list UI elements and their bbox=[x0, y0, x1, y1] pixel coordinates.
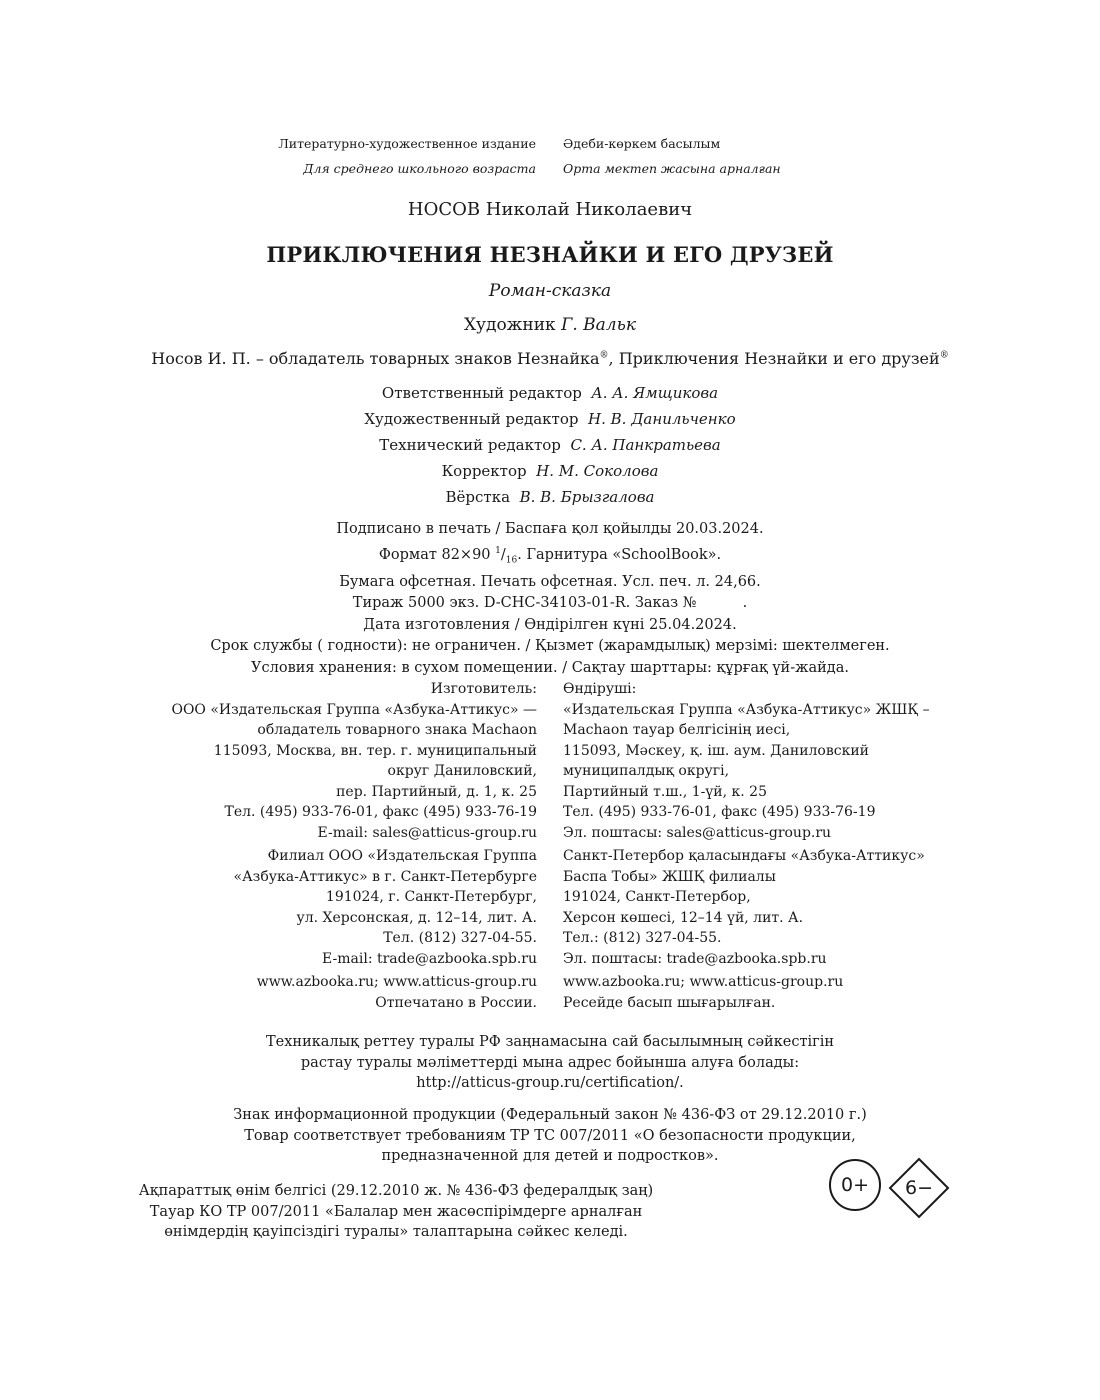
manufacturer-line: 115093, Москва, вн. тер. г. муниципальный bbox=[213, 742, 537, 759]
manufacturer-line: ООО «Издательская Группа «Азбука-Аттикус» — bbox=[171, 701, 537, 718]
law-line: предназначенной для детей и подростков». bbox=[381, 1148, 719, 1164]
printed-in: Отпечатано в России. bbox=[375, 994, 537, 1011]
format-denominator: 16 bbox=[505, 555, 518, 566]
branch-line: Тел. (812) 327-04-55. bbox=[383, 930, 537, 946]
artist-label: Художник bbox=[463, 315, 556, 335]
signed-date: Подписано в печать / Баспаға қол қойылды 20.03.2024. bbox=[336, 521, 764, 537]
header-right bbox=[563, 131, 923, 181]
law-line-kz: Ақпараттық өнім белгісі (29.12.2010 ж. № 436-ФЗ федералдық заң) bbox=[138, 1183, 654, 1199]
branch-line: 191024, г. Санкт-Петербург, bbox=[325, 889, 537, 905]
law-line: Знак информационной продукции (Федеральный закон № 436-ФЗ от 29.12.2010 г.) bbox=[233, 1107, 867, 1123]
branch-line: ул. Херсонская, д. 12–14, лит. А. bbox=[296, 909, 537, 926]
credit-row bbox=[0, 432, 1100, 458]
manufacturer-line-kz: Өндіруші: bbox=[563, 681, 637, 697]
manufacturer-line: Изготовитель: bbox=[430, 681, 537, 697]
manufacturer-line: округ Даниловский, bbox=[387, 763, 537, 779]
trademark-text-1: Носов И. П. – обладатель товарных знаков Незнайка bbox=[151, 349, 600, 368]
age-rating-diamond-badge bbox=[888, 1157, 950, 1219]
artist bbox=[0, 315, 1100, 335]
branch-line: E-mail: trade@azbooka.spb.ru bbox=[322, 950, 537, 967]
edition-type: Литературно-художественное издание bbox=[278, 136, 536, 151]
law-line-kz: өнімдердің қауіпсіздігі туралы» талаптарына сәйкес келеді. bbox=[164, 1224, 628, 1240]
book-title: ПРИКЛЮЧЕНИЯ НЕЗНАЙКИ И ЕГО ДРУЗЕЙ bbox=[266, 242, 834, 267]
manufacturer-line-kz: Тел. (495) 933-76-01, факс (495) 933-76-19 bbox=[563, 804, 876, 820]
credit-role: Ответственный редактор bbox=[381, 384, 582, 402]
age-group: Для среднего школьного возраста bbox=[303, 161, 536, 176]
genre: Роман-сказка bbox=[488, 281, 612, 301]
manufacturer-line-kz: «Издательская Группа «Азбука-Аттикус» ЖШҚ – bbox=[563, 701, 930, 718]
certification-url: http://atticus-group.ru/certification/. bbox=[416, 1075, 684, 1091]
website-links: www.azbooka.ru; www.atticus-group.ru bbox=[256, 974, 537, 990]
manufacturer-ru bbox=[140, 679, 537, 843]
header-left bbox=[180, 131, 536, 181]
law-line-kz: Тауар КО ТР 007/2011 «Балалар мен жасөспірімдерге арналған bbox=[149, 1203, 643, 1220]
branch-line-kz: Херсон көшесі, 12–14 үй, лит. А. bbox=[563, 909, 804, 926]
branch-line-kz: Эл. поштасы: trade@azbooka.spb.ru bbox=[563, 950, 827, 967]
manufacturer-line: пер. Партийный, д. 1, к. 25 bbox=[336, 783, 537, 800]
branch-ru bbox=[140, 846, 537, 969]
service-life: Срок службы ( годности): не ограничен. / Қызмет (жарамдылық) мерзімі: шектелмеген. bbox=[210, 638, 890, 655]
age-rating-circle-badge bbox=[829, 1159, 881, 1211]
manufacturer-line-kz: муниципалдық округі, bbox=[563, 763, 730, 779]
print-details bbox=[0, 519, 1100, 679]
branch-line-kz: Баспа Тобы» ЖШҚ филиалы bbox=[563, 868, 776, 885]
branch-line-kz: Санкт-Петербор қаласындағы «Азбука-Аттикус» bbox=[563, 848, 925, 864]
credit-role: Художественный редактор bbox=[364, 410, 579, 428]
edition-type-kz: Әдеби-көркем басылым bbox=[563, 136, 721, 151]
trademark-notice bbox=[0, 349, 1100, 368]
law-notice-kz bbox=[1, 1181, 791, 1243]
branch-line-kz: Тел.: (812) 327-04-55. bbox=[563, 930, 722, 946]
storage-conditions: Условия хранения: в сухом помещении. / Сақтау шарттары: құрғақ үй-жайда. bbox=[251, 659, 849, 676]
manufacturer-line: обладатель товарного знака Machaon bbox=[257, 722, 537, 738]
branch-line: Филиал ООО «Издательская Группа bbox=[267, 848, 537, 864]
credit-row bbox=[0, 406, 1100, 432]
manufacturer-line-kz: Machaon тауар белгісінің иесі, bbox=[563, 722, 791, 738]
branch-line: «Азбука-Аттикус» в г. Санкт-Петербурге bbox=[233, 868, 537, 885]
manufacturer-kz bbox=[563, 679, 963, 843]
print-run: Тираж 5000 экз. D-CHC-34103-01-R. Заказ № . bbox=[352, 595, 748, 612]
website-links-kz: www.azbooka.ru; www.atticus-group.ru bbox=[563, 974, 844, 990]
credit-row bbox=[0, 380, 1100, 406]
manufacturer-line-kz: Эл. поштасы: sales@atticus-group.ru bbox=[563, 824, 832, 841]
credit-name: А. А. Ямщикова bbox=[591, 384, 719, 402]
format-typeface: . Гарнитура «SchoolBook». bbox=[517, 546, 722, 563]
branch-line-kz: 191024, Санкт-Петербор, bbox=[563, 889, 751, 905]
certification-line: растау туралы мәліметтерді мына адрес бойынша алуға болады: bbox=[300, 1054, 800, 1071]
trademark-text-2: , Приключения Незнайки и его друзей bbox=[608, 349, 940, 368]
printed-in-kz: Ресейде басып шығарылған. bbox=[563, 994, 776, 1011]
age-group-kz: Орта мектеп жасына арналған bbox=[563, 161, 781, 176]
certification-line: Техникалық реттеу туралы РФ заңнамасына сай басылымның сәйкестігін bbox=[265, 1034, 835, 1050]
manufacturer-line-kz: 115093, Мәскеу, қ. іш. аум. Даниловский bbox=[563, 742, 869, 759]
manufacturer-line: Тел. (495) 933-76-01, факс (495) 933-76-19 bbox=[224, 804, 537, 820]
author: НОСОВ Николай Николаевич bbox=[407, 199, 693, 220]
format-text: Формат 82×90 bbox=[378, 546, 491, 563]
credit-row bbox=[0, 484, 1100, 510]
credits bbox=[0, 380, 1100, 510]
credit-role: Технический редактор bbox=[379, 436, 561, 454]
credit-name: Н. М. Соколова bbox=[536, 462, 659, 480]
credit-name: С. А. Панкратьева bbox=[570, 436, 721, 454]
web-kz bbox=[563, 972, 963, 1013]
age-rating-diamond-label: 6− bbox=[904, 1177, 933, 1199]
production-date: Дата изготовления / Өндірілген күні 25.04.2024. bbox=[363, 616, 737, 633]
web-ru bbox=[140, 972, 537, 1013]
age-rating-circle-label: 0+ bbox=[840, 1174, 869, 1196]
registered-mark: ® bbox=[939, 350, 949, 361]
credit-role: Вёрстка bbox=[445, 488, 511, 506]
credit-name: В. В. Брызгалова bbox=[519, 488, 655, 506]
certification-notice bbox=[0, 1032, 1100, 1094]
manufacturer-line: E-mail: sales@atticus-group.ru bbox=[317, 824, 537, 841]
manufacturer-line-kz: Партийный т.ш., 1-үй, к. 25 bbox=[563, 783, 767, 800]
credit-name: Н. В. Данильченко bbox=[588, 410, 736, 428]
format: Формат 82×90 $^1/_{16}$. Гарнитура «SchoolBook». bbox=[378, 545, 722, 566]
credit-row bbox=[0, 458, 1100, 484]
format-numerator: 1 bbox=[495, 545, 501, 556]
credit-role: Корректор bbox=[441, 462, 527, 480]
law-line: Товар соответствует требованиям ТР ТС 007/2011 «О безопасности продукции, bbox=[244, 1127, 856, 1144]
paper-info: Бумага офсетная. Печать офсетная. Усл. печ. л. 24,66. bbox=[339, 573, 761, 590]
branch-kz bbox=[563, 846, 963, 969]
artist-name: Г. Вальк bbox=[561, 315, 637, 335]
registered-mark: ® bbox=[599, 350, 609, 361]
